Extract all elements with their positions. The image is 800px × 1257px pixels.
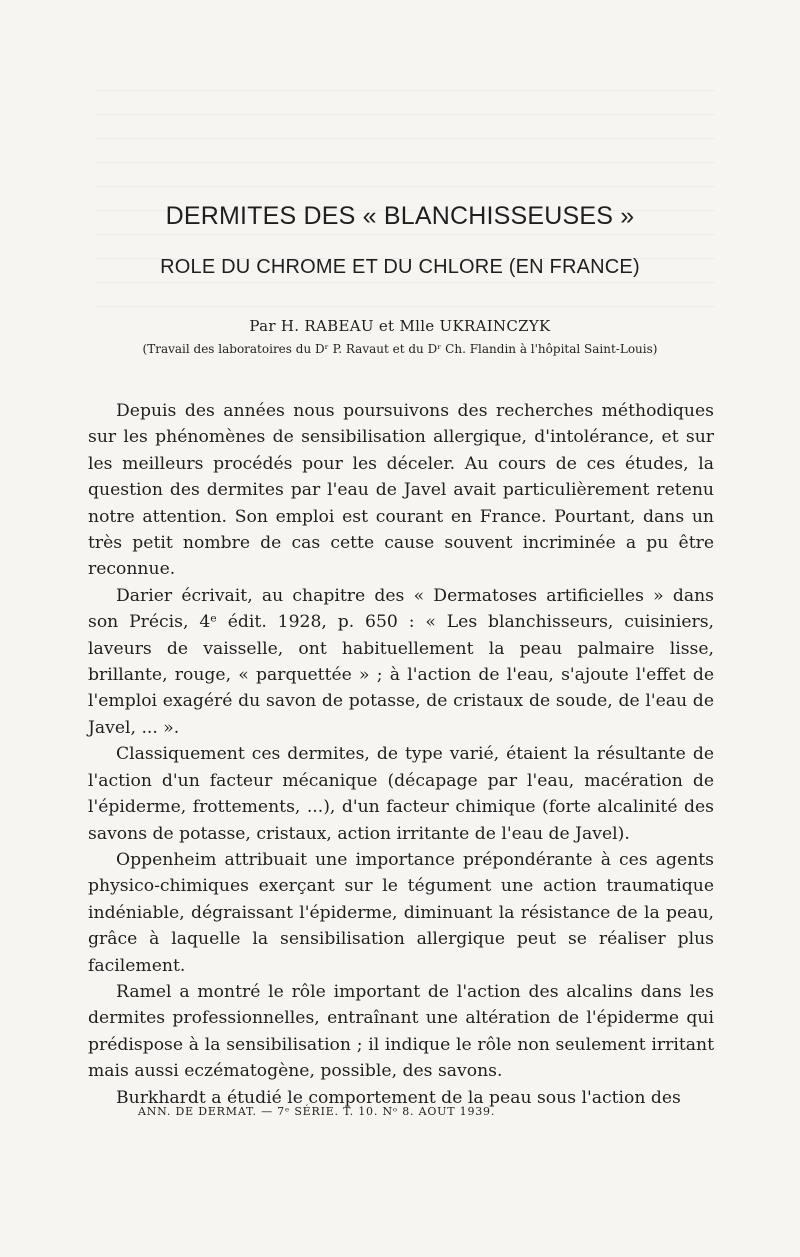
paragraph: Burkhardt a étudié le comportement de la peau sous l'action des bbox=[116, 1087, 681, 1108]
article-title: DERMITES DES « BLANCHISSEUSES » bbox=[165, 202, 635, 230]
author-line: Par H. RABEAU et Mlle UKRAINCZYK bbox=[249, 317, 551, 335]
paragraph: Classiquement ces dermites, de type varié, étaient la résultante de l'action d'un facteur mécanique (décapage par l'eau, macération de l'épiderme, frottements, ...), d'un facteur chimique (forte alcalinité des savons de potasse, cristaux, action irritante de l'eau de Javel). bbox=[88, 744, 714, 844]
article-subtitle: ROLE DU CHROME ET DU CHLORE (EN FRANCE) bbox=[160, 256, 640, 278]
affiliation-line: (Travail des laboratoires du Dʳ P. Ravaut et du Dʳ Ch. Flandin à l'hôpital Saint-Louis) bbox=[142, 342, 658, 356]
paragraph: Ramel a montré le rôle important de l'action des alcalins dans les dermites professionnelles, entraînant une altération de l'épiderme qui prédispose à la sensibilisation ; il indique le rôle non seulement irritant mais aussi eczématogène, possible, des savons. bbox=[88, 981, 714, 1082]
paragraph: Depuis des années nous poursuivons des recherches méthodiques sur les phénomènes de sensibilisation allergique, d'intolérance, et sur les meilleurs procédés pour les déceler. Au cours de ces études, la question des dermites par l'eau de Javel avait particulièrement retenu notre attention. Son emploi est courant en France. Pourtant, dans un très petit nombre de cas cette cause souvent incriminée a pu être reconnue. bbox=[88, 401, 714, 580]
paragraph: Darier écrivait, au chapitre des « Dermatoses artificielles » dans son Précis, 4ᵉ édit. 1928, p. 650 : « Les blanchisseurs, cuisiniers, laveurs de vaisselle, ont habituellement la peau palmaire lisse, brillante, rouge, « parquettée » ; à l'action de l'eau, s'ajoute l'effet de l'emploi exagéré du savon de potasse, de cristaux de soude, de l'eau de Javel, ... ». bbox=[88, 585, 714, 738]
paragraph: Oppenheim attribuait une importance prépondérante à ces agents physico-chimiques exerçant sur le tégument une action traumatique indéniable, dégraissant l'épiderme, diminuant la résistance de la peau, grâce à laquelle la sensibilisation allergique peut se réaliser plus facilement. bbox=[88, 849, 714, 976]
article-body bbox=[88, 398, 714, 1111]
journal-footer: ANN. DE DERMAT. — 7ᵉ SÉRIE. T. 10. Nᵒ 8. AOUT 1939. bbox=[138, 1105, 496, 1118]
